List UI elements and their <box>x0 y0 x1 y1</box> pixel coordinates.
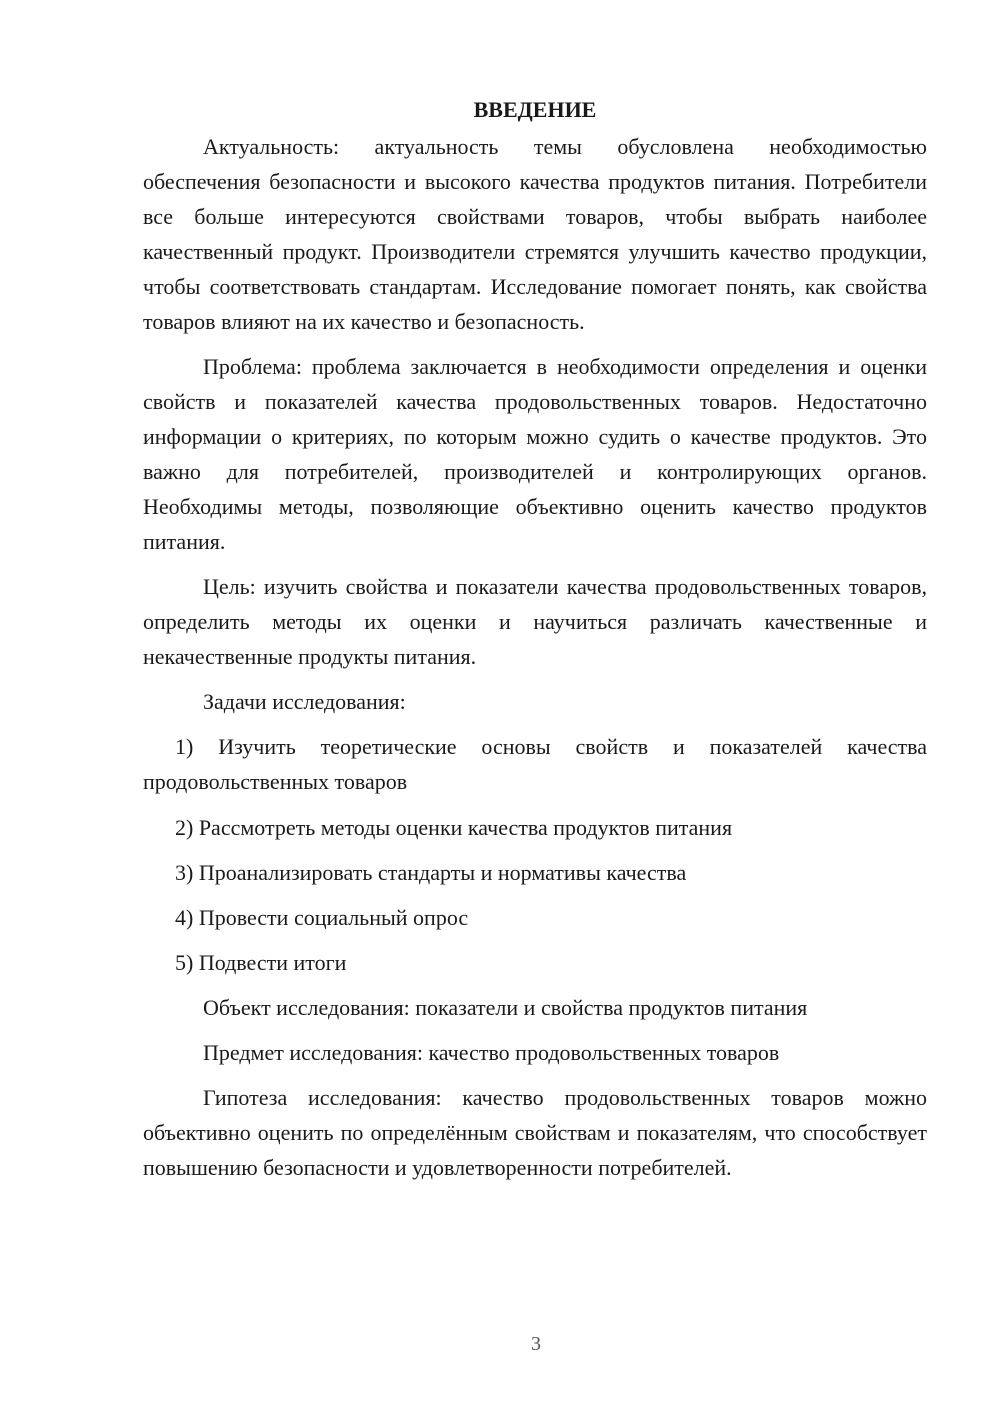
section-title: ВВЕДЕНИЕ <box>473 97 597 122</box>
subject-paragraph: Предмет исследования: качество продовольственных товаров <box>203 1040 780 1065</box>
document-page <box>143 92 927 1195</box>
object-paragraph: Объект исследования: показатели и свойства продуктов питания <box>203 995 808 1020</box>
list-item: 4) Провести социальный опрос <box>175 905 469 930</box>
hypothesis-paragraph: Гипотеза исследования: качество продовольственных товаров можно объективно оценить по определённым свойствам и показателям, что способствует повышению безопасности и удовлетворенности потребителей. <box>143 1085 927 1180</box>
goal-paragraph: Цель: изучить свойства и показатели качества продовольственных товаров, определить методы их оценки и научиться различать качественные и некачественные продукты питания. <box>143 574 927 669</box>
tasks-list <box>143 729 927 980</box>
tasks-label: Задачи исследования: <box>203 689 406 714</box>
list-item: 5) Подвести итоги <box>175 950 347 975</box>
list-item: 2) Рассмотреть методы оценки качества продуктов питания <box>175 815 733 840</box>
relevance-paragraph: Актуальность: актуальность темы обусловлена необходимостью обеспечения безопасности и высокого качества продуктов питания. Потребители все больше интересуются свойствами товаров, чтобы выбрать наиболее качественный продукт. Производители стремятся улучшить качество продукции, чтобы соответствовать стандартам. Исследование помогает понять, как свойства товаров влияют на их качество и безопасность. <box>143 134 927 334</box>
problem-paragraph: Проблема: проблема заключается в необходимости определения и оценки свойств и показателей качества продовольственных товаров. Недостаточно информации о критериях, по которым можно судить о качестве продуктов. Это важно для потребителей, производителей и контролирующих органов. Необходимы методы, позволяющие объективно оценить качество продуктов питания. <box>143 354 927 554</box>
list-item: 1) Изучить теоретические основы свойств и показателей качества продовольственных товаров <box>143 734 927 794</box>
list-item: 3) Проанализировать стандарты и нормативы качества <box>175 860 687 885</box>
page-number: 3 <box>531 1333 541 1355</box>
